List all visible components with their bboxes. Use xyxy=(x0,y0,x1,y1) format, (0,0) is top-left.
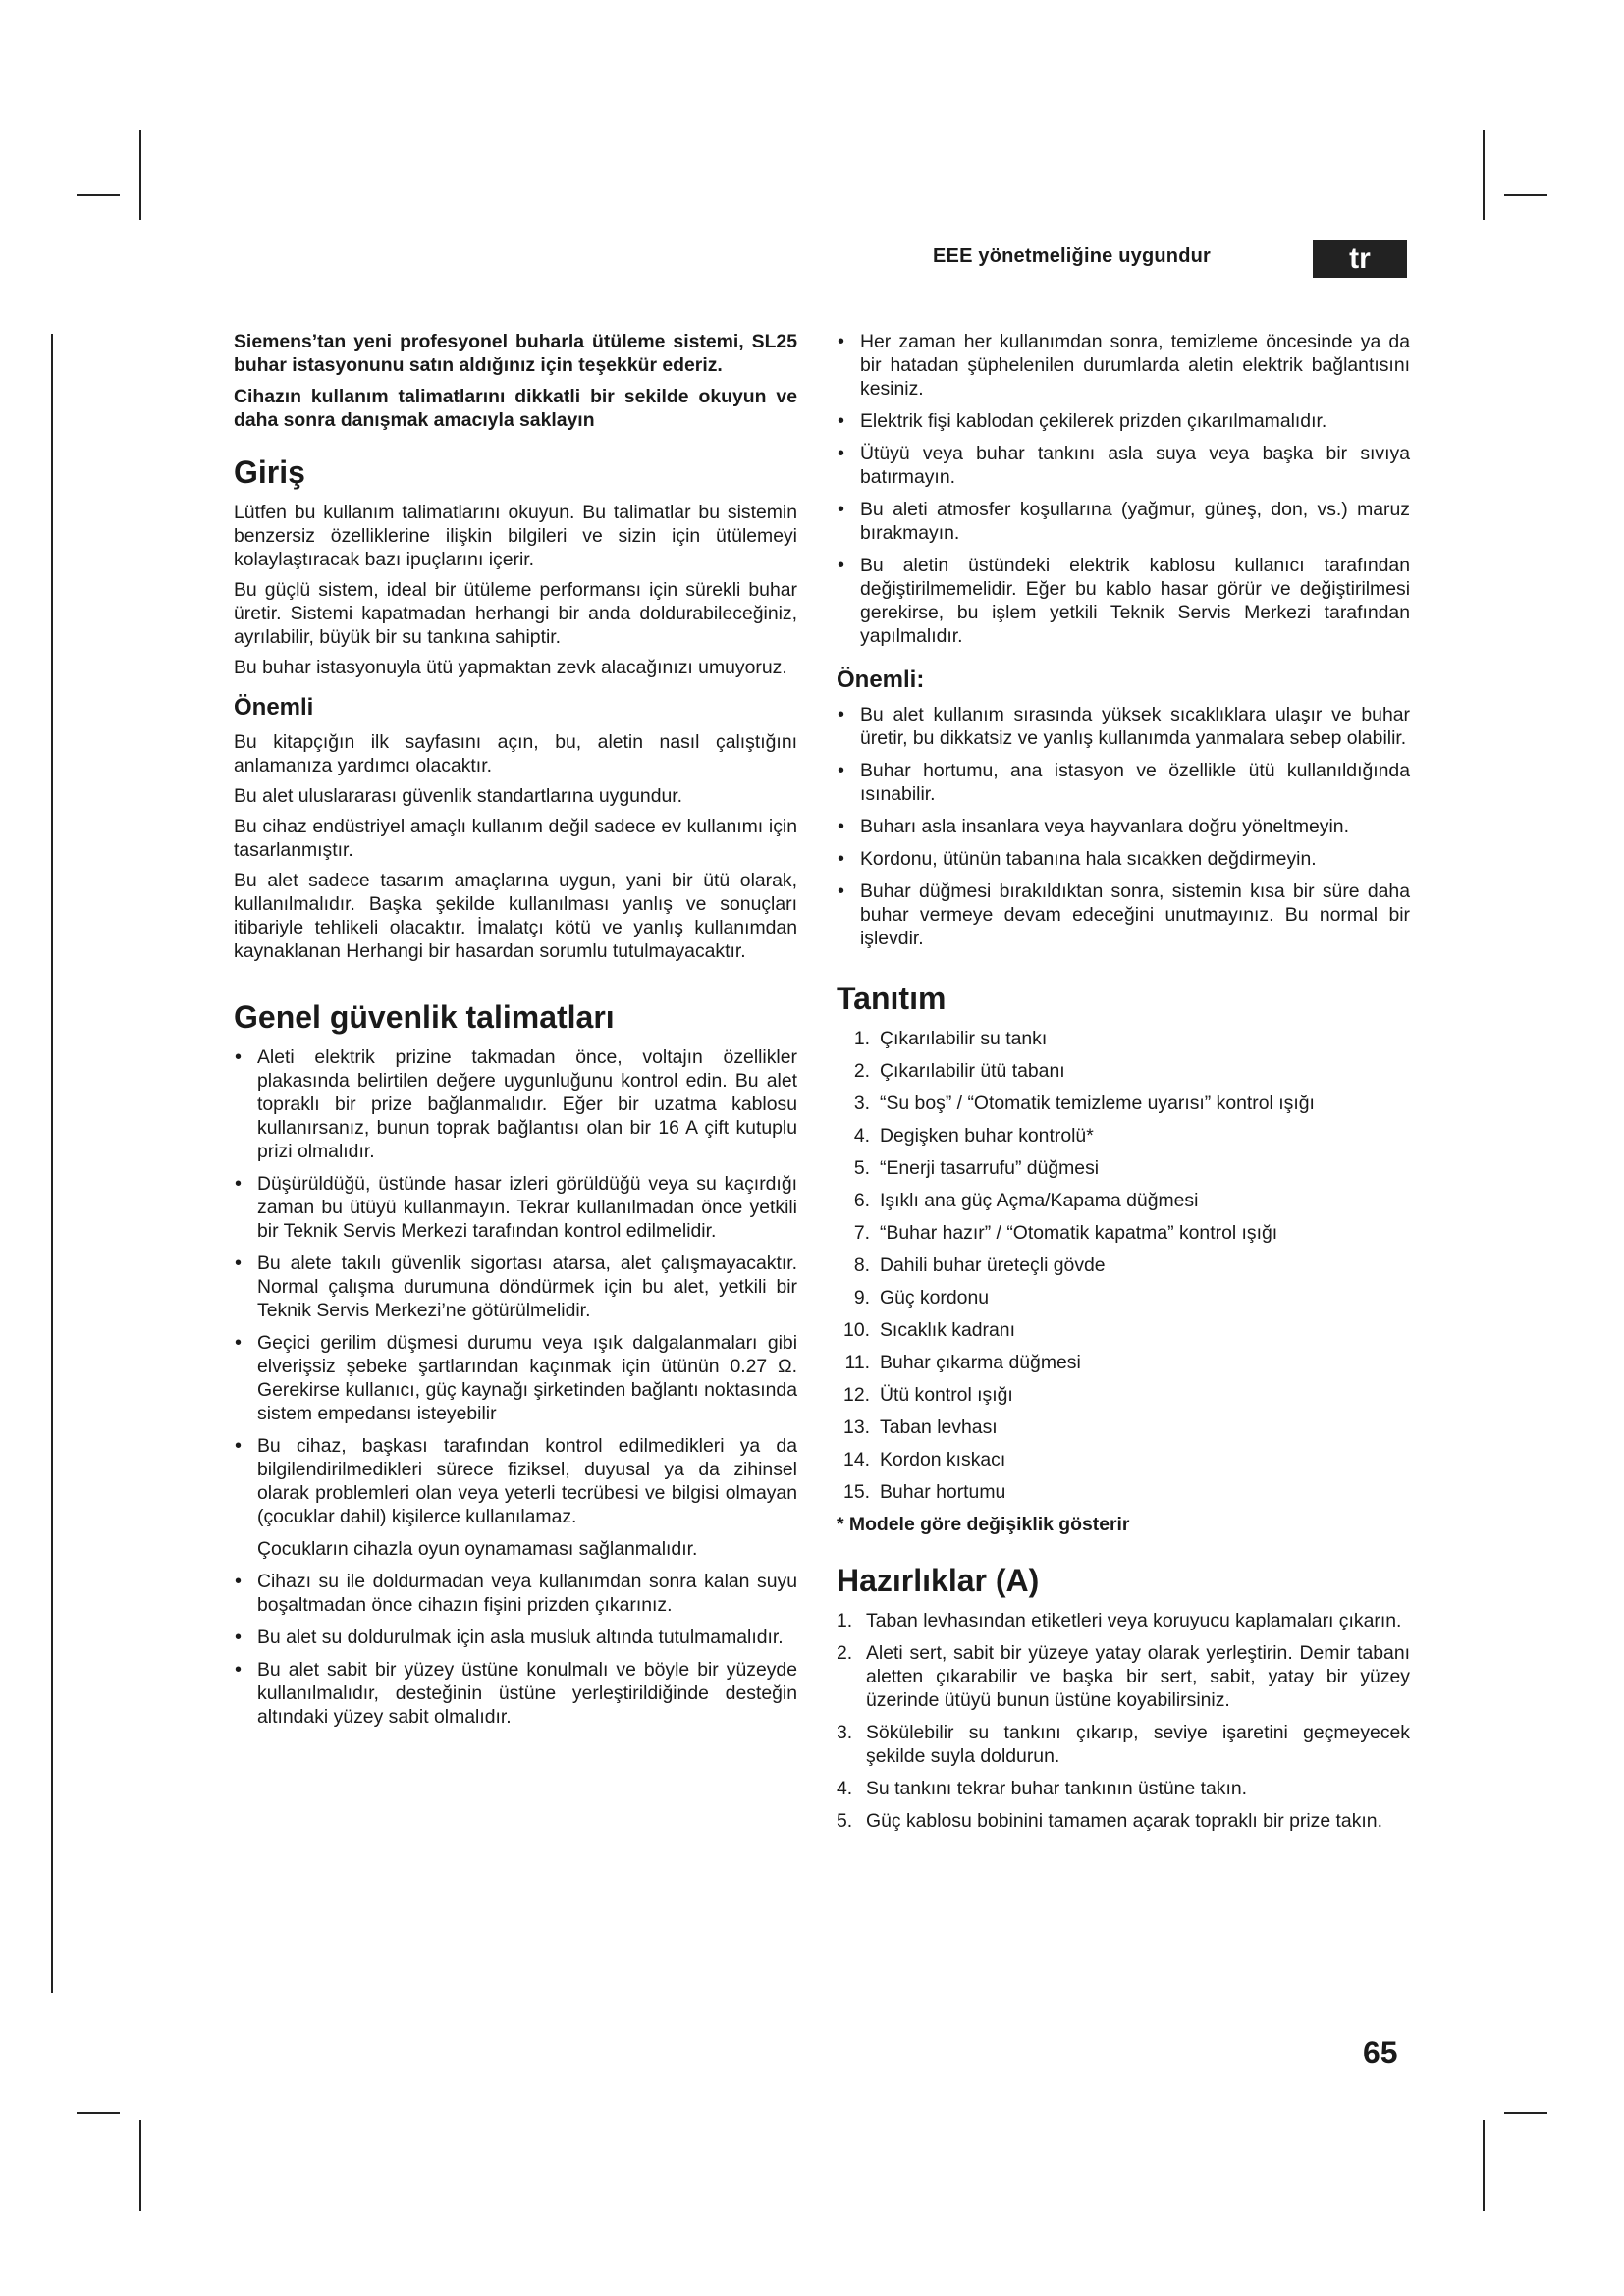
list-item: • Bu alet sabit bir yüzey üstüne konulmalı ve böyle bir yüzeyde kullanılmalıdır, desteğinin üstüne yerleştirildiğinde desteğin altındaki yüzey sabit olmalıdır. xyxy=(235,1659,797,1728)
section-title-tanitim: Tanıtım xyxy=(837,981,947,1016)
crop-mark-top-right-vertical xyxy=(1483,130,1485,220)
list-number: 13. xyxy=(843,1416,870,1438)
list-item: • Bu alet kullanım sırasında yüksek sıcaklıklara ulaşır ve buhar üretir, bu dikkatsiz ve yanlış kullanımda yanmalara sebep olabilir. xyxy=(838,704,1410,749)
onemli-paragraph: Bu cihaz endüstriyel amaçlı kullanım değil sadece ev kullanımı için tasarlanmıştır. xyxy=(234,816,797,861)
list-text: Dahili buhar üreteçli gövde xyxy=(880,1255,1106,1276)
giris-paragraph: Bu güçlü sistem, ideal bir ütüleme performansı için sürekli buhar üretir. Sistemi kapatmadan herhangi bir anda doldurabileceğiniz, ayrılabilir, büyük bir su tankına sahiptir. xyxy=(234,579,797,648)
left-column xyxy=(234,330,797,1737)
list-number: 14. xyxy=(843,1449,870,1470)
safety-list xyxy=(234,1045,797,1528)
crop-mark-bottom-right-horizontal xyxy=(1504,2112,1547,2114)
list-item: • Düşürüldüğü, üstünde hasar izleri görüldüğü veya su kaçırdığı zaman bu ütüyü kullanmayın. Tekrar kullanılmadan önce yetkili bir Teknik Servis Merkezi tarafından kontrol edilmelidir. xyxy=(235,1173,797,1242)
section-title-hazirliklar: Hazırlıklar (A) xyxy=(837,1563,1040,1598)
list-item: • Bu alete takılı güvenlik sigortası atarsa, alet çalışmayacaktır. Normal çalışma durumuna döndürmek için bu alet, yetkili bir Teknik Servis Merkezi’ne götürülmelidir. xyxy=(235,1253,797,1321)
list-item xyxy=(837,1059,1410,1083)
list-item xyxy=(837,1609,1410,1632)
crop-mark-top-left-horizontal xyxy=(77,194,120,196)
list-item: • Buhar düğmesi bırakıldıktan sonra, sistemin kısa bir süre daha buhar vermeye devam edeceğini unutmayınız. Bu normal bir işlevdir. xyxy=(838,881,1410,949)
intro-read-instructions: Cihazın kullanım talimatlarını dikkatli bir sekilde okuyun ve daha sonra danışmak amacıyla saklayın xyxy=(234,386,797,431)
list-item: • Elektrik fişi kablodan çekilerek prizden çıkarılmamalıdır. xyxy=(838,410,1327,432)
subsection-title-onemli: Önemli xyxy=(234,694,314,721)
onemli-paragraph: Bu alet uluslararası güvenlik standartlarına uygundur. xyxy=(234,785,683,807)
list-text: Sökülebilir su tankını çıkarıp, seviye işaretini geçmeyecek şekilde suyla doldurun. xyxy=(866,1722,1410,1767)
model-note: * Modele göre değişiklik gösterir xyxy=(837,1514,1130,1535)
list-text: Taban levhası xyxy=(880,1416,998,1438)
list-item xyxy=(837,1480,1410,1504)
list-number: 9. xyxy=(853,1287,870,1308)
list-number: 5. xyxy=(853,1157,870,1179)
list-text: Degişken buhar kontrolü* xyxy=(880,1125,1094,1147)
list-text: “Su boş” / “Otomatik temizleme uyarısı” kontrol ışığı xyxy=(880,1093,1315,1114)
parts-list xyxy=(837,1027,1410,1504)
intro-thanks: Siemens’tan yeni profesyonel buharla ütüleme sistemi, SL25 buhar istasyonunu satın aldığınız için teşekkür ederiz. xyxy=(234,331,797,376)
list-item: • Buharı asla insanlara veya hayvanlara doğru yöneltmeyin. xyxy=(838,816,1349,837)
list-text: Güç kablosu bobinini tamamen açarak topraklı bir prize takın. xyxy=(866,1810,1382,1832)
list-text: Sıcaklık kadranı xyxy=(880,1319,1015,1341)
list-text: Çıkarılabilir ütü tabanı xyxy=(880,1060,1065,1082)
margin-rule xyxy=(51,334,53,1993)
list-text: Güç kordonu xyxy=(880,1287,990,1308)
onemli-paragraph: Bu alet sadece tasarım amaçlarına uygun, yani bir ütü olarak, kullanılmalıdır. Başka şekilde kullanılması yanlış ve sonuçları itibariyle tehlikeli olacaktır. İmalatçı kötü ve yanlış kullanımdan kaynaklanan Herhangi bir hasardan sorumlu tutulmayacaktır. xyxy=(234,870,797,962)
list-number: 10. xyxy=(843,1319,870,1341)
list-number: 1. xyxy=(853,1028,870,1049)
list-item: • Bu aletin üstündeki elektrik kablosu kullanıcı tarafından değiştirilmemelidir. Eğer bu kablo hasar görür ve değiştirilmesi gerekirse, bu işlem yetkili Teknik Servis Merkezi tarafından yapılmalıdır. xyxy=(838,555,1410,647)
list-item: • Buhar hortumu, ana istasyon ve özellikle ütü kullanıldığında ısınabilir. xyxy=(838,760,1410,805)
list-text: Aleti sert, sabit bir yüzeye yatay olarak yerleştirin. Demir tabanı aletten çıkarabilir ve başka bir sert, sabit, yatay bir yüzey üzerinde ütüyü bunun üstüne koyabilirsiniz. xyxy=(866,1642,1410,1711)
list-item xyxy=(837,1777,1410,1800)
list-text: “Buhar hazır” / “Otomatik kapatma” kontrol ışığı xyxy=(880,1222,1278,1244)
children-note: Çocukların cihazla oyun oynamaması sağlanmalıdır. xyxy=(257,1538,698,1560)
list-item: • Aleti elektrik prizine takmadan önce, voltajın özellikler plakasında belirtilen değere uygunluğunu kontrol edin. Bu alet topraklı bir prize bağlanmalıdır. Eğer bir uzatma kablosu kullanırsanız, bunun toprak bağlantısı olan bir 16 A çift kutuplu prizi olmalıdır. xyxy=(235,1046,797,1162)
list-number: 15. xyxy=(843,1481,870,1503)
list-item: • Cihazı su ile doldurmadan veya kullanımdan sonra kalan suyu boşaltmadan önce cihazın fişini prizden çıkarınız. xyxy=(235,1571,797,1616)
list-text: “Enerji tasarrufu” düğmesi xyxy=(880,1157,1100,1179)
list-item xyxy=(837,1221,1410,1245)
preparation-list xyxy=(837,1609,1410,1833)
list-item xyxy=(837,1351,1410,1374)
list-number: 1. xyxy=(837,1610,853,1631)
list-text: Çıkarılabilir su tankı xyxy=(880,1028,1048,1049)
subsection-title-onemli-2: Önemli: xyxy=(837,667,925,693)
list-item: • Bu aleti atmosfer koşullarına (yağmur, güneş, don, vs.) maruz bırakmayın. xyxy=(838,499,1410,544)
list-item xyxy=(837,1641,1410,1712)
list-item xyxy=(837,1286,1410,1309)
list-number: 12. xyxy=(843,1384,870,1406)
crop-mark-top-right-horizontal xyxy=(1504,194,1547,196)
list-item xyxy=(837,1448,1410,1471)
list-text: Ütü kontrol ışığı xyxy=(880,1384,1013,1406)
list-text: Taban levhasından etiketleri veya koruyucu kaplamaları çıkarın. xyxy=(866,1610,1402,1631)
crop-mark-bottom-right-vertical xyxy=(1483,2120,1485,2211)
list-text: Işıklı ana güç Açma/Kapama düğmesi xyxy=(880,1190,1199,1211)
warning-list xyxy=(837,703,1410,950)
list-number: 8. xyxy=(853,1255,870,1276)
list-item xyxy=(837,1156,1410,1180)
list-item xyxy=(837,1254,1410,1277)
list-item xyxy=(837,1415,1410,1439)
header-title: EEE yönetmeliğine uygundur xyxy=(933,245,1212,267)
list-item: • Her zaman her kullanımdan sonra, temizleme öncesinde ya da bir hatadan şüphelenilen durumlarda aletin elektrik bağlantısını kesiniz. xyxy=(838,331,1410,400)
safety-list-right xyxy=(837,330,1410,648)
list-item: • Kordonu, ütünün tabanına hala sıcakken değdirmeyin. xyxy=(838,848,1317,870)
onemli-paragraph: Bu kitapçığın ilk sayfasını açın, bu, aletin nasıl çalıştığını anlamanıza yardımcı olacaktır. xyxy=(234,731,797,776)
list-item xyxy=(837,1809,1410,1833)
crop-mark-bottom-left-vertical xyxy=(139,2120,141,2211)
list-text: Kordon kıskacı xyxy=(880,1449,1006,1470)
list-number: 7. xyxy=(853,1222,870,1244)
list-text: Su tankını tekrar buhar tankının üstüne takın. xyxy=(866,1778,1248,1799)
list-number: 5. xyxy=(837,1810,853,1832)
list-text: Buhar hortumu xyxy=(880,1481,1006,1503)
giris-paragraph: Lütfen bu kullanım talimatlarını okuyun. Bu talimatlar bu sistemin benzersiz özelliklerine ilişkin bilgileri ve sizin için ütülemeyi kolaylaştıracak bazı ipuçlarını içerir. xyxy=(234,502,797,570)
section-title-genel-guvenlik: Genel güvenlik talimatları xyxy=(234,999,615,1035)
language-badge: tr xyxy=(1313,240,1407,278)
crop-mark-top-left-vertical xyxy=(139,130,141,220)
list-number: 2. xyxy=(837,1642,853,1664)
list-number: 2. xyxy=(853,1060,870,1082)
list-item xyxy=(837,1318,1410,1342)
list-item xyxy=(837,1027,1410,1050)
list-text: Buhar çıkarma düğmesi xyxy=(880,1352,1081,1373)
list-item xyxy=(837,1092,1410,1115)
list-item: • Bu cihaz, başkası tarafından kontrol edilmedikleri ya da bilgilendirilmedikleri sürece fiziksel, duyusal ya da zihinsel olarak problemleri olan veya yeterli tecrübesi ve bilgisi olmayan (çocuklar dahil) kişilerce kullanılamaz. xyxy=(235,1435,797,1527)
list-item xyxy=(837,1124,1410,1148)
crop-mark-bottom-left-horizontal xyxy=(77,2112,120,2114)
list-item: • Ütüyü veya buhar tankını asla suya veya başka bir sıvıya batırmayın. xyxy=(838,443,1410,488)
list-number: 4. xyxy=(853,1125,870,1147)
list-number: 4. xyxy=(837,1778,853,1799)
list-number: 11. xyxy=(844,1352,870,1373)
list-item xyxy=(837,1383,1410,1407)
giris-paragraph: Bu buhar istasyonuyla ütü yapmaktan zevk alacağınızı umuyoruz. xyxy=(234,657,787,678)
section-title-giris: Giriş xyxy=(234,454,305,490)
list-number: 3. xyxy=(853,1093,870,1114)
page-number: 65 xyxy=(1363,2035,1398,2070)
list-item: • Geçici gerilim düşmesi durumu veya ışık dalgalanmaları gibi elverişsiz şebeke şartlarından kaçınmak için ütünün 0.27 Ω. Gerekirse kullanıcı, güç kaynağı şirketinden bağlantı noktasında sistem empedansı isteyebilir xyxy=(235,1332,797,1424)
safety-list-continued xyxy=(234,1570,797,1729)
list-item xyxy=(837,1189,1410,1212)
list-item xyxy=(837,1721,1410,1768)
list-number: 3. xyxy=(837,1722,853,1743)
list-number: 6. xyxy=(853,1190,870,1211)
list-item: • Bu alet su doldurulmak için asla musluk altında tutulmamalıdır. xyxy=(235,1627,784,1648)
right-column xyxy=(837,330,1410,1842)
